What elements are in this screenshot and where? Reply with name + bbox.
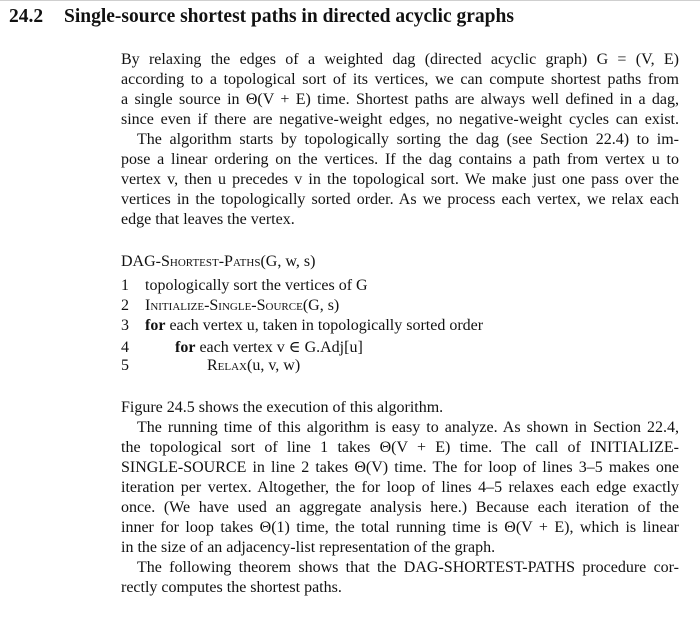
algorithm-params: (G, w, s): [260, 253, 316, 270]
intro-line: edge that leaves the vertex.: [121, 211, 295, 228]
section-number: 24.2: [9, 6, 44, 27]
algorithm-line: [121, 277, 368, 295]
intro-line: The algorithm starts by topologically sorting the dag (see Section 22.4) to im-: [137, 131, 679, 148]
algorithm-name: DAG-Shortest-Paths: [121, 253, 261, 270]
line-text: topologically sort the vertices of G: [145, 277, 368, 294]
body-line: the topological sort of line 1 takes Θ(V + E) time. The call of INITIALIZE-: [121, 439, 679, 456]
algorithm-line: [121, 337, 363, 357]
section-title: Single-source shortest paths in directed acyclic graphs: [64, 6, 514, 27]
keyword: for: [175, 339, 196, 356]
algorithm-title: [121, 253, 315, 271]
line-text: each vertex u, taken in topologically sorted order: [169, 317, 484, 334]
body-line: iteration per vertex. Altogether, the for loop of lines 4–5 relaxes each edge exactly: [121, 479, 679, 496]
body-line: The running time of this algorithm is easy to analyze. As shown in Section 22.4,: [137, 419, 679, 436]
line-number: 5: [121, 357, 129, 374]
call-args: (u, v, w): [247, 357, 301, 374]
body-line: SINGLE-SOURCE in line 2 takes Θ(V) time. The for loop of lines 3–5 makes one: [121, 459, 679, 476]
intro-line: according to a topological sort of its vertices, we can compute shortest paths from: [121, 71, 679, 88]
call-args: (G, s): [302, 297, 340, 314]
intro-line: By relaxing the edges of a weighted dag (directed acyclic graph) G = (V, E): [121, 51, 679, 68]
intro-line: vertex v, then u precedes v in the topological sort. We make just one pass over the: [121, 171, 679, 188]
keyword: for: [145, 317, 166, 334]
top-rule: [0, 0, 700, 1]
algorithm-line: [121, 297, 339, 315]
line-number: 1: [121, 277, 129, 294]
body-line: once. (We have used an aggregate analysis here.) Because each iteration of the: [121, 499, 679, 516]
body-line: inner for loop takes Θ(1) time, the total running time is Θ(V + E), which is linear: [121, 519, 679, 536]
intro-line: since even if there are negative-weight edges, no negative-weight cycles can exist.: [121, 111, 679, 128]
line-number: 4: [121, 339, 129, 356]
procedure-call: Relax: [207, 357, 247, 374]
line-number: 3: [121, 317, 129, 334]
line-text: each vertex v ∈ G.Adj[u]: [199, 339, 363, 356]
intro-line: a single source in Θ(V + E) time. Shortest paths are always well defined in a dag,: [121, 91, 679, 108]
body-line: The following theorem shows that the DAG-SHORTEST-PATHS procedure cor-: [137, 559, 679, 576]
body-line: Figure 24.5 shows the execution of this algorithm.: [121, 399, 444, 416]
section-heading: [9, 6, 514, 28]
line-number: 2: [121, 297, 129, 314]
body-line: rectly computes the shortest paths.: [121, 579, 342, 596]
body-line: in the size of an adjacency-list representation of the graph.: [121, 539, 496, 556]
algorithm-line: [121, 357, 300, 375]
intro-line: vertices in the topologically sorted order. As we process each vertex, we relax each: [121, 191, 679, 208]
intro-line: pose a linear ordering on the vertices. If the dag contains a path from vertex u to: [121, 151, 679, 168]
procedure-call: Initialize-Single-Source: [145, 297, 303, 314]
algorithm-line: [121, 317, 483, 335]
